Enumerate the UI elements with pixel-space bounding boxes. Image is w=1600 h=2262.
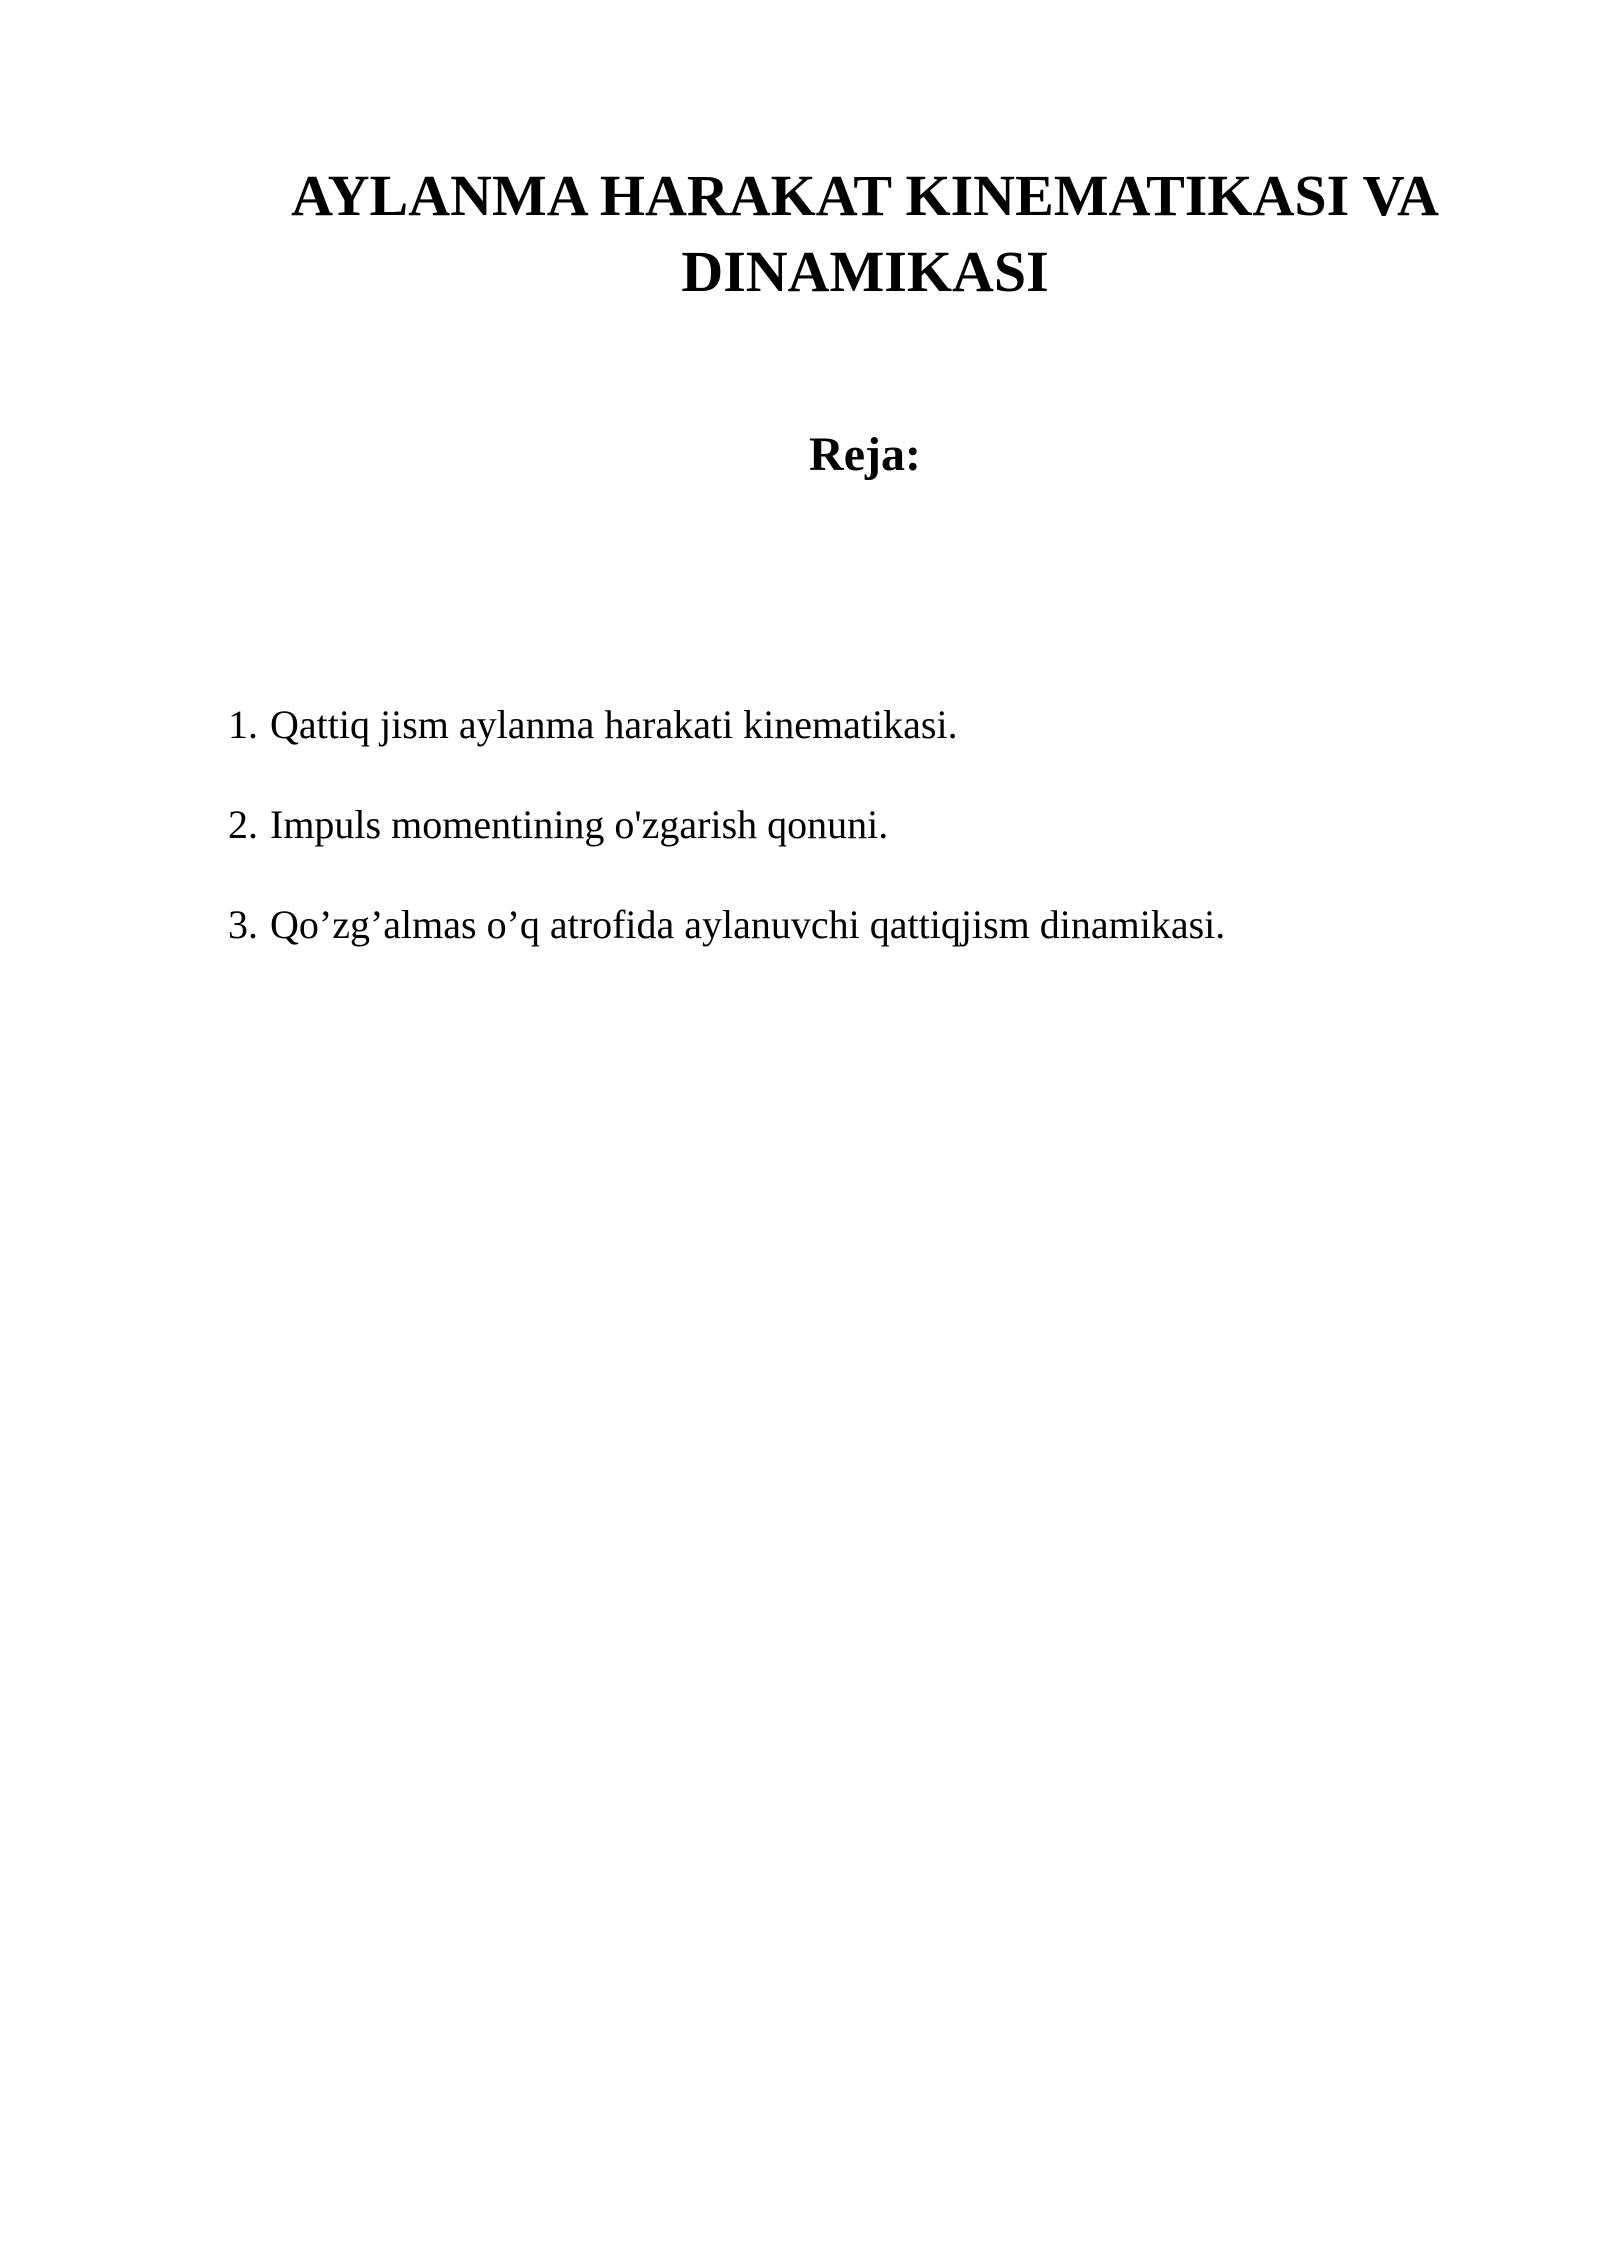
list-item-text: Qattiq jism aylanma harakati kinematikasi.: [270, 702, 958, 747]
list-item: [228, 700, 1528, 750]
list-item-number: 3.: [228, 902, 258, 947]
list-item-text: Qo’zg’almas o’q atrofida aylanuvchi qattiqjism dinamikasi.: [270, 902, 1226, 947]
plan-heading: Reja:: [809, 428, 921, 481]
page-title: [220, 158, 1510, 310]
plan-list: [228, 700, 1528, 1000]
list-item: [228, 900, 1528, 950]
list-item-text: Impuls momentining o'zgarish qonuni.: [270, 802, 889, 847]
page-title-line-2: DINAMIKASI: [681, 239, 1049, 304]
list-item-number: 2.: [228, 802, 258, 847]
page-title-line-1: AYLANMA HARAKAT KINEMATIKASI VA: [291, 163, 1439, 228]
list-item-number: 1.: [228, 702, 258, 747]
list-item: [228, 800, 1528, 850]
